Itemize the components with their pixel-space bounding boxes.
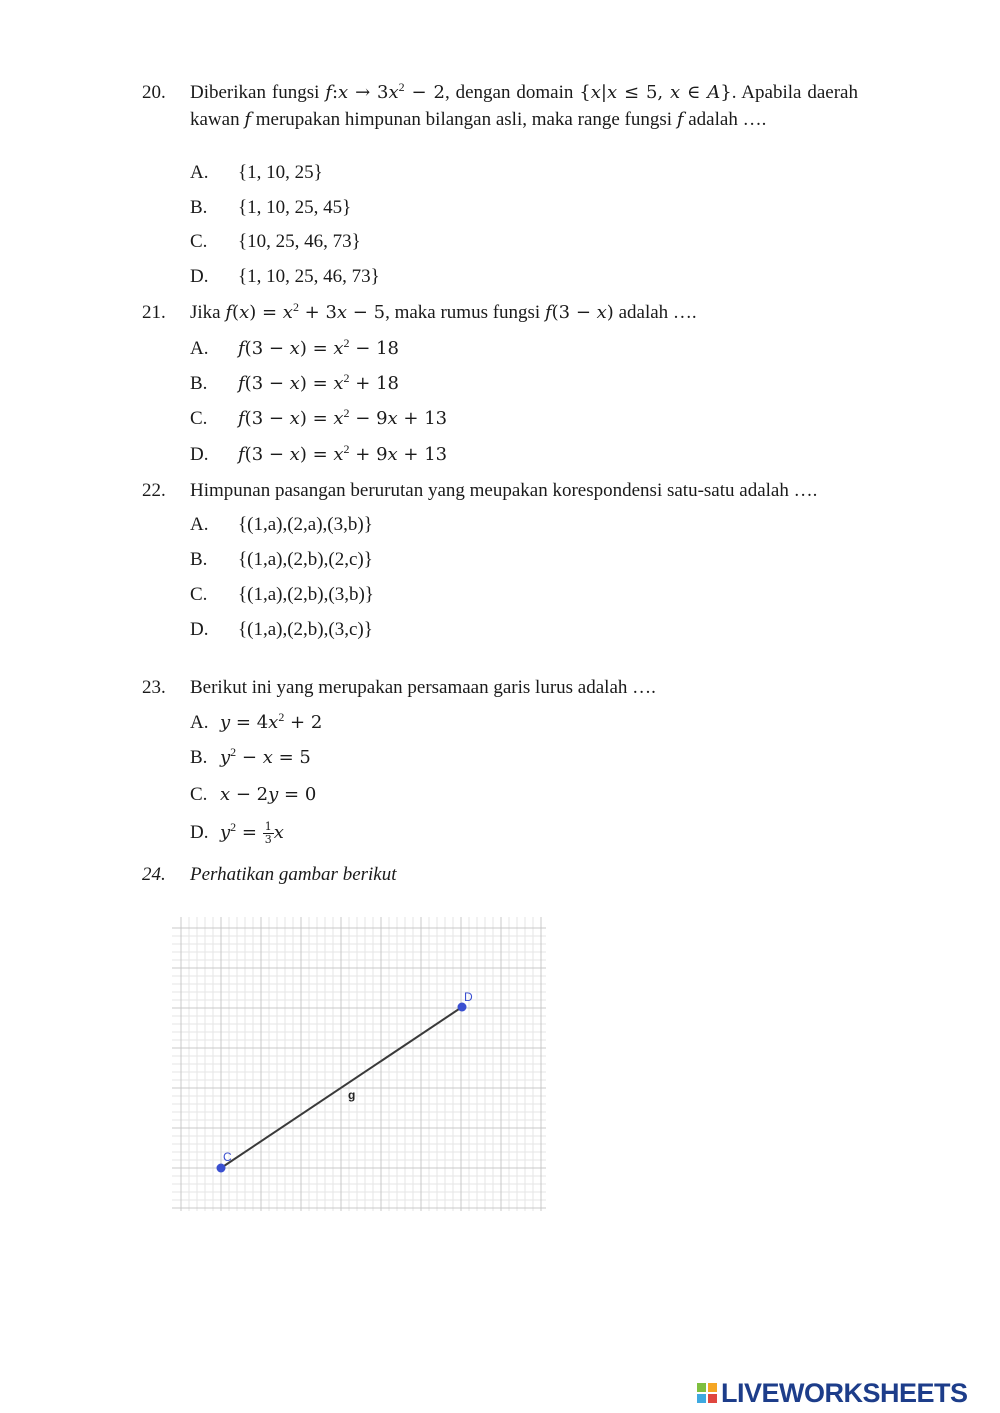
question-22: [142, 477, 858, 504]
point-c-label: C: [223, 1150, 232, 1164]
question-number: 20.: [142, 82, 166, 103]
option-23b[interactable]: B. $y^2 - x = 5$: [190, 745, 311, 768]
question-number: 24.: [142, 864, 166, 885]
option-21b[interactable]: B. $f(3 - x) = x^2 + 18$: [190, 371, 399, 394]
question-text: Jika $f(x) = x^2 + 3x - 5$, maka rumus fungsi f(3 − x) adalah ….: [190, 300, 697, 323]
option-23c[interactable]: C. x − 2y = 0: [190, 784, 317, 805]
option-21c[interactable]: C. $f(3 - x) = x^2 - 9x + 13$: [190, 406, 448, 429]
line-label-g: g: [348, 1088, 356, 1102]
question-text: Diberikan fungsi f:x → $3x^2 - 2$, dengan domain {x|x ≤ 5, x ∈ A}. Apabila daerah kawan f merupakan himpunan bilangan asli, maka range fungsi f adalah ….: [190, 80, 858, 130]
question-number: 23.: [142, 677, 166, 698]
point-d-label: D: [464, 990, 473, 1004]
question-number: 22.: [142, 480, 166, 501]
point-c: [217, 1164, 226, 1173]
liveworksheets-watermark: [697, 1377, 968, 1409]
question-text: Berikut ini yang merupakan persamaan garis lurus adalah ….: [190, 677, 656, 698]
option-22b[interactable]: B. {(1,a),(2,b),(2,c)}: [190, 549, 373, 570]
option-23a[interactable]: A. $y = 4x^2 + 2$: [190, 710, 323, 733]
option-21d[interactable]: D. $f(3 - x) = x^2 + 9x + 13$: [190, 442, 448, 465]
question-24: [142, 861, 858, 888]
option-20d[interactable]: D. {1, 10, 25, 46, 73}: [190, 266, 380, 287]
grid-minor: [172, 917, 546, 1211]
question-23: [142, 674, 858, 701]
question-text: Perhatikan gambar berikut: [190, 864, 397, 885]
question-20: [142, 79, 858, 133]
line-graph: [172, 917, 546, 1211]
option-22a[interactable]: A. {(1,a),(2,a),(3,b)}: [190, 514, 373, 535]
question-number: 21.: [142, 302, 166, 323]
option-22c[interactable]: C. {(1,a),(2,b),(3,b)}: [190, 584, 374, 605]
question-text: Himpunan pasangan berurutan yang meupakan korespondensi satu-satu adalah ….: [190, 480, 818, 501]
question-21: [142, 299, 858, 326]
watermark-text: LIVEWORKSHEETS: [721, 1377, 968, 1408]
option-22d[interactable]: D. {(1,a),(2,b),(3,c)}: [190, 619, 373, 640]
option-21a[interactable]: A. $f(3 - x) = x^2 - 18$: [190, 336, 399, 359]
option-20a[interactable]: A. {1, 10, 25}: [190, 162, 323, 183]
liveworksheets-logo-icon: [697, 1383, 717, 1403]
option-23d[interactable]: D. $y^2$ = $\frac{1}{3}$ x: [190, 820, 284, 847]
option-20b[interactable]: B. {1, 10, 25, 45}: [190, 197, 352, 218]
option-20c[interactable]: C. {10, 25, 46, 73}: [190, 231, 361, 252]
